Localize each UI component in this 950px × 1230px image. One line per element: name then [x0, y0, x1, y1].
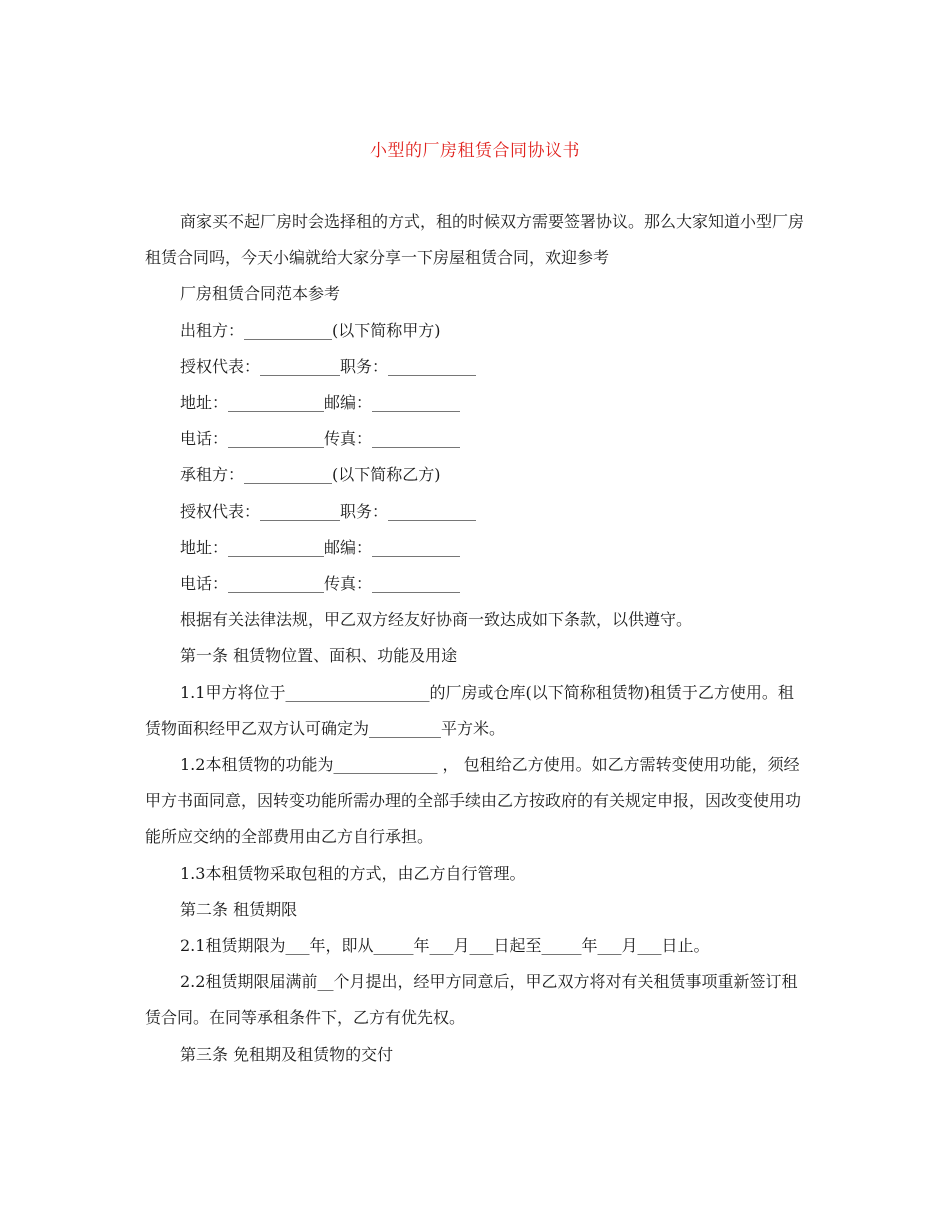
- clause-1-3: 1.3本租赁物采取包租的方式，由乙方自行管理。: [180, 863, 526, 883]
- intro-paragraph: 商家买不起厂房时会选择租的方式，租的时候双方需要签署协议。那么大家知道小型厂房租赁合同吗，今天小编就给大家分享一下房屋租赁合同，欢迎参考: [145, 212, 805, 268]
- lessee-line: 承租方：___________(以下简称乙方): [180, 465, 441, 485]
- article-1-heading: 第一条 租赁物位置、面积、功能及用途: [180, 646, 458, 666]
- clause-1-2: 1.2本租赁物的功能为_____________ ， 包租给乙方使用。如乙方需转变使用功能，须经甲方书面同意，因转变功能所需办理的全部手续由乙方按政府的有关规定申报，因改变使用功能所应交纳的全部费用由乙方自行承担。: [145, 755, 802, 847]
- clause-2-1: 2.1租赁期限为___年，即从_____年___月___日起至_____年___月___日止。: [180, 936, 710, 956]
- lessor-line: 出租方：___________(以下简称甲方): [180, 320, 441, 340]
- lessor-phone-line: 电话：____________传真：___________: [180, 429, 461, 449]
- document-title: 小型的厂房租赁合同协议书: [370, 141, 580, 161]
- section-heading: 厂房租赁合同范本参考: [180, 284, 341, 304]
- article-3-heading: 第三条 免租期及租赁物的交付: [180, 1044, 394, 1064]
- lessee-address-line: 地址：____________邮编：___________: [180, 537, 461, 557]
- document-body: [145, 204, 805, 1073]
- agreement-statement: 根据有关法律法规，甲乙双方经友好协商一致达成如下条款，以供遵守。: [180, 610, 693, 630]
- lessor-representative-line: 授权代表：__________职务：___________: [180, 356, 477, 376]
- lessor-address-line: 地址：____________邮编：___________: [180, 393, 461, 413]
- lessee-phone-line: 电话：____________传真：___________: [180, 574, 461, 594]
- article-2-heading: 第二条 租赁期限: [180, 899, 298, 919]
- lessee-representative-line: 授权代表：__________职务：___________: [180, 501, 477, 521]
- clause-1-1: 1.1甲方将位于__________________的厂房或仓库(以下简称租赁物)租赁于乙方使用。租赁物面积经甲乙双方认可确定为_________平方米。: [145, 682, 794, 738]
- clause-2-2: 2.2租赁期限届满前__个月提出，经甲方同意后，甲乙双方将对有关租赁事项重新签订租赁合同。在同等承租条件下，乙方有优先权。: [145, 972, 798, 1028]
